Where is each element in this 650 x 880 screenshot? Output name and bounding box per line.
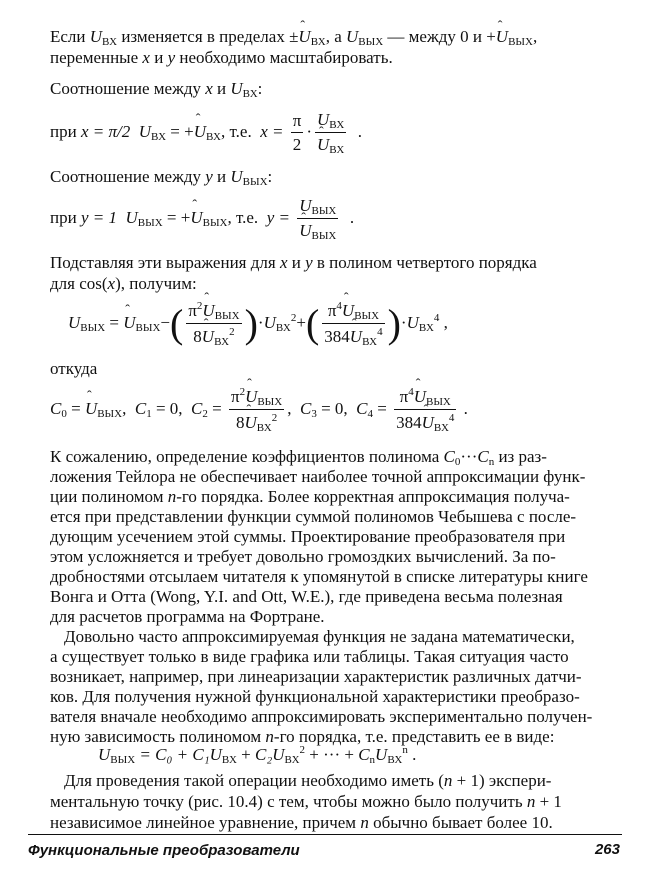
regret-line-2: ложения Тейлора не обеспечивает наиболее точной аппроксимации функ- bbox=[50, 467, 586, 486]
whence-label: откуда bbox=[50, 359, 98, 378]
relation-y-equation: при y = 1 $U_{ВЫХ}$ = +ˆ $U_{ВЫХ}$, т.е. y = $U_{ВЫХ}$ ˆ $U_{ВЫХ}$ . bbox=[50, 196, 354, 242]
final-equation: $U_{ВЫХ} = C_0 + C_1U_{ВХ} + C_2U_{ВХ}^2$ + ··· + $C_nU_{ВХ}^n$ . bbox=[98, 744, 417, 766]
page-number: 263 bbox=[594, 841, 620, 858]
regret-line-4: ется при представлении функции суммой полиномов Чебышева с после- bbox=[50, 507, 577, 526]
last-line-3: независимое линейное уравнение, причем n обычно бывает более 10. bbox=[50, 813, 553, 832]
intro-line-2: переменные x и y необходимо масштабировать. bbox=[50, 48, 393, 67]
often-line-5: вателя вначале необходимо аппроксимировать экспериментально получен- bbox=[50, 707, 593, 726]
regret-line-1: К сожалению, определение коэффициентов полинома $C_0\cdot\cdot\cdot C_n$ из раз- bbox=[50, 447, 547, 468]
regret-line-9: для расчетов программа на Фортране. bbox=[50, 607, 325, 626]
often-line-1: Довольно часто аппроксимируемая функция не задана математически, bbox=[64, 627, 575, 646]
often-line-6: ную зависимость полиномом n-го порядка, т.е. представить ее в виде: bbox=[50, 727, 555, 746]
regret-line-8: Вонга и Отта (Wong, Y.I. and Ott, W.E.), где приведена весьма полезная bbox=[50, 587, 563, 606]
footer-rule bbox=[28, 834, 622, 835]
ubx-ratio-fraction: $U_{ВХ}$ ˆ $U_{ВХ}$ bbox=[315, 110, 346, 156]
often-line-4: ков. Для получения нужной функциональной характеристики преобразо- bbox=[50, 687, 580, 706]
polynomial-equation: $U_{ВЫХ}$ = ˆ $U_{ВЫХ}-$( $\frac{\pi^2ˆ U_{ВЫХ}}{8ˆ U_{ВХ}^2}$ )$\cdot U_{ВХ}^2+$( $\frac{\pi^4ˆ U_{ВЫХ}}{384ˆ U_{ВХ}^4}$ )$\cdot U_{ВХ}^4$ , bbox=[68, 300, 448, 348]
often-line-2: а существует только в виде графика или таблицы. Такая ситуация часто bbox=[50, 647, 569, 666]
often-line-3: возникает, например, при линеаризации характеристик различных датчи- bbox=[50, 667, 582, 686]
regret-line-6: этом усложняется и требует довольно громоздких вычислений. За по- bbox=[50, 547, 556, 566]
relation-y-heading: Соотношение между y и $U_{ВЫХ}$: bbox=[50, 167, 273, 188]
pi-over-two-fraction: $\frac{\pi}{2}$ bbox=[292, 111, 302, 154]
last-line-1: Для проведения такой операции необходимо иметь (n + 1) экспери- bbox=[64, 771, 552, 790]
regret-line-5: дующим усечением этой суммы. Проектирование преобразователя при bbox=[50, 527, 566, 546]
intro-line-1: Если $U_{ВХ}$ изменяется в пределах ±ˆ $U_{ВХ}$, а $U_{ВЫХ}$ — между 0 и +ˆ $U_{ВЫХ}$, bbox=[50, 26, 537, 53]
uvyx-ratio-fraction: $U_{ВЫХ}$ ˆ $U_{ВЫХ}$ bbox=[297, 196, 338, 242]
last-line-2: ментальную точку (рис. 10.4) с тем, чтобы можно было получить n + 1 bbox=[50, 792, 562, 811]
poly-intro-line-2: для cos(x), получим: bbox=[50, 274, 197, 293]
relation-x-equation: при x = π/2 $U_{ВХ}$ = +ˆ $U_{ВХ}$, т.е. x = $\frac{\pi}{2}$ · $U_{ВХ}$ ˆ $U_{ВХ}$ . bbox=[50, 110, 362, 156]
running-footer-title: Функциональные преобразователи bbox=[28, 842, 300, 859]
coefficients-equation: $C_0$ = ˆ $U_{ВЫХ}$, $C_1 = 0$, $C_2$ = $\frac{\pi^2ˆ U_{ВЫХ}}{8ˆ U_{ВХ}^2}$ , $C_3 = 0$, $C_4$ = $\frac{\pi^4ˆ U_{ВЫХ}}{384ˆ U_{ВХ}^4}$ . bbox=[50, 386, 468, 434]
regret-line-7: дробностями отсылаем читателя к упомянутой в списке литературы книге bbox=[50, 567, 588, 586]
poly-intro-line-1: Подставляя эти выражения для x и y в полином четвертого порядка bbox=[50, 253, 537, 272]
relation-x-heading: Соотношение между x и $U_{ВХ}$: bbox=[50, 79, 263, 100]
regret-line-3: ции полиномом n-го порядка. Более корректная аппроксимация получа- bbox=[50, 487, 570, 506]
